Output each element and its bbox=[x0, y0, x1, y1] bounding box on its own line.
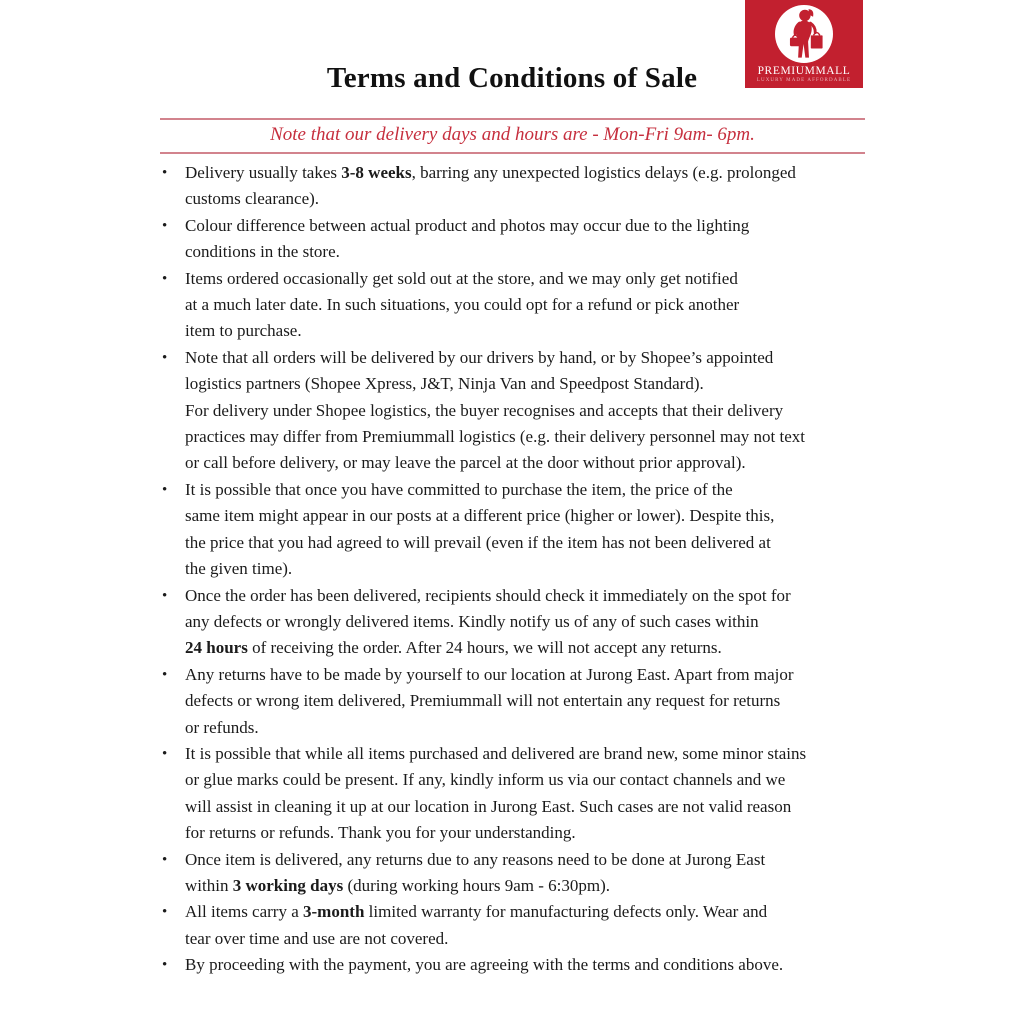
term-item: • By proceeding with the payment, you are agreeing with the terms and conditions above. bbox=[160, 952, 872, 978]
term-item: • Delivery usually takes 3-8 weeks, barring any unexpected logistics delays (e.g. prolonged customs clearance). bbox=[160, 160, 872, 213]
brand-tagline: LUXURY MADE AFFORDABLE bbox=[756, 78, 852, 83]
term-item: • Items ordered occasionally get sold out at the store, and we may only get notified at a much later date. In such situations, you could opt for a refund or pick another item to purchase. bbox=[160, 266, 872, 345]
term-item: • Once the order has been delivered, recipients should check it immediately on the spot for any defects or wrongly delivered items. Kindly notify us of any of such cases within 24 hours of receiving the order. After 24 hours, we will not accept any returns. bbox=[160, 583, 872, 662]
delivery-notice-band bbox=[160, 118, 865, 154]
term-item: • Note that all orders will be delivered by our drivers by hand, or by Shopee’s appointed logistics partners (Shopee Xpress, J&T, Ninja Van and Speedpost Standard). For delivery under Shopee logistics, the buyer recognises and accepts that their delivery practices may differ from Premiummall logistics (e.g. their delivery personnel may not text or call before delivery, or may leave the parcel at the door without prior approval). bbox=[160, 345, 872, 477]
page-title: Terms and Conditions of Sale bbox=[326, 62, 698, 94]
terms-list bbox=[160, 160, 872, 979]
woman-with-shopping-bags-icon bbox=[775, 5, 833, 63]
delivery-notice-text: Note that our delivery days and hours are - Mon-Fri 9am- 6pm. bbox=[270, 124, 755, 145]
brand-name: PREMIUMMALL bbox=[757, 65, 851, 77]
term-item: • Colour difference between actual product and photos may occur due to the lighting conditions in the store. bbox=[160, 213, 872, 266]
term-item: • It is possible that while all items purchased and delivered are brand new, some minor stains or glue marks could be present. If any, kindly inform us via our contact channels and we will assist in cleaning it up at our location in Jurong East. Such cases are not valid reason for returns or refunds. Thank you for your understanding. bbox=[160, 741, 872, 847]
term-item: • Once item is delivered, any returns due to any reasons need to be done at Jurong East within 3 working days (during working hours 9am - 6:30pm). bbox=[160, 847, 872, 900]
term-item: • All items carry a 3-month limited warranty for manufacturing defects only. Wear and tear over time and use are not covered. bbox=[160, 899, 872, 952]
term-item: • Any returns have to be made by yourself to our location at Jurong East. Apart from major defects or wrong item delivered, Premiummall will not entertain any request for returns or refunds. bbox=[160, 662, 872, 741]
term-item: • It is possible that once you have committed to purchase the item, the price of the same item might appear in our posts at a different price (higher or lower). Despite this, the price that you had agreed to will prevail (even if the item has not been delivered at the given time). bbox=[160, 477, 872, 583]
